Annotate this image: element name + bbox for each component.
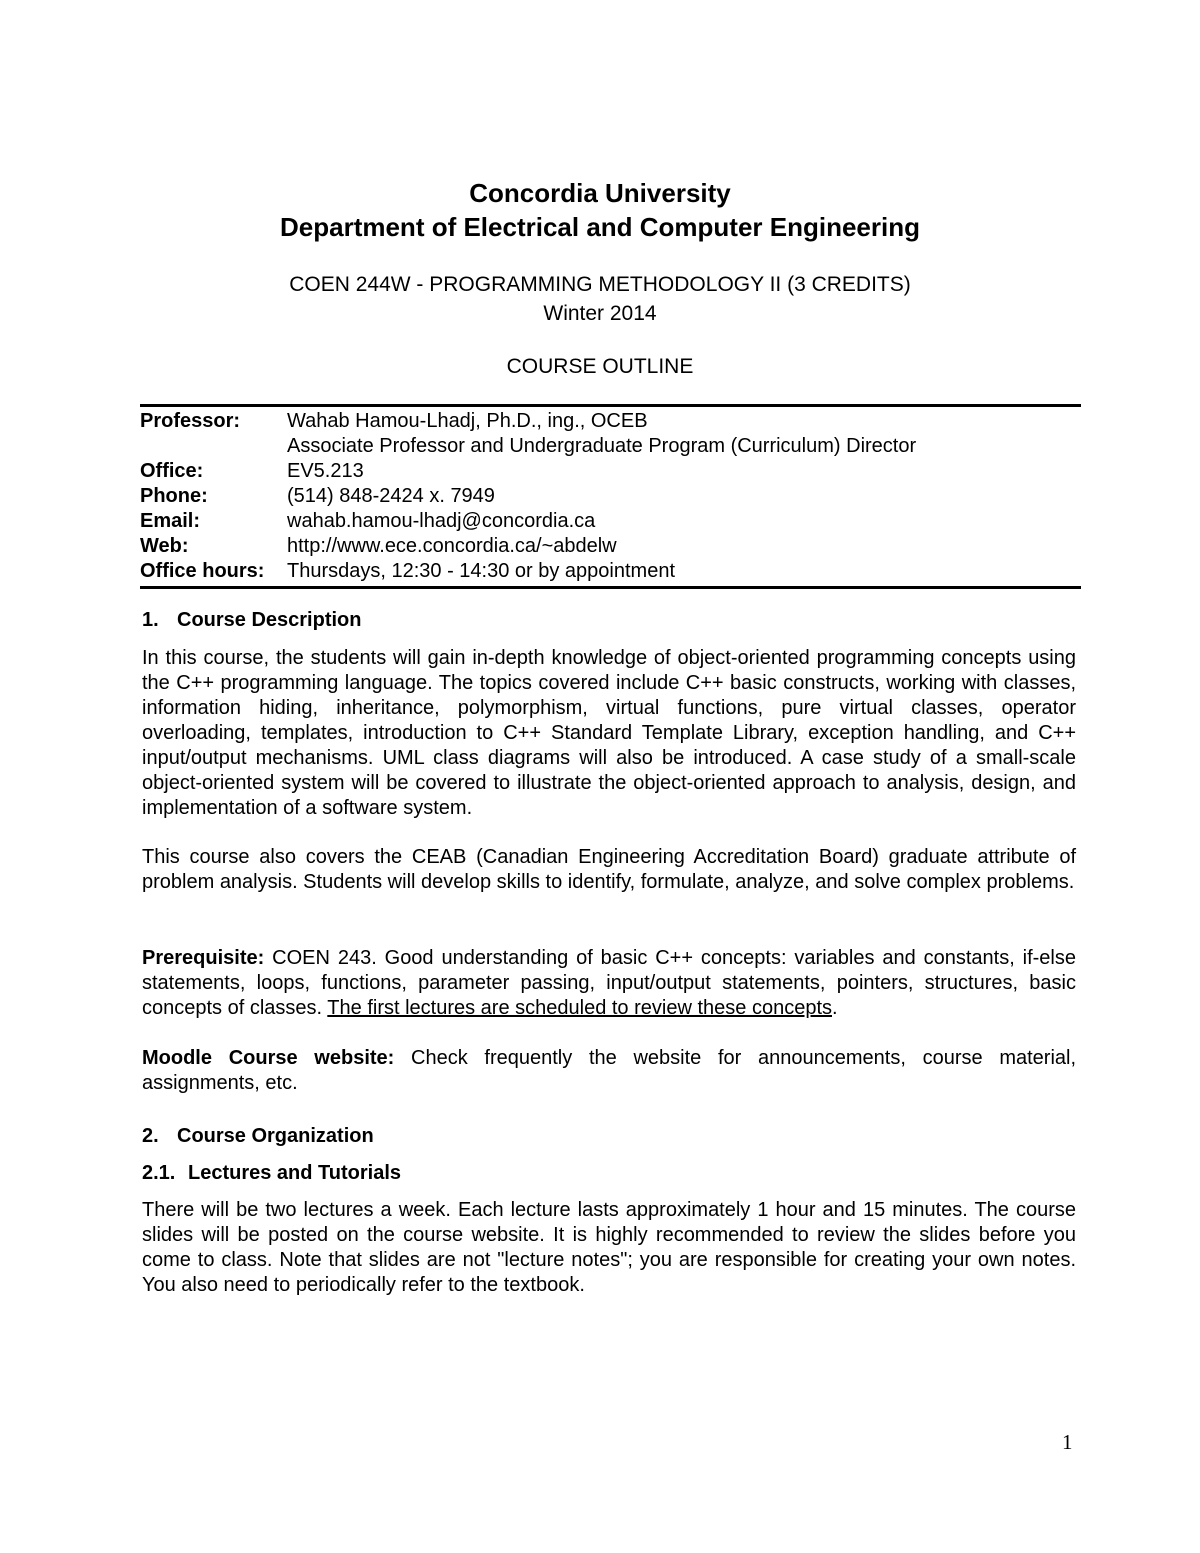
section-1-title: Course Description [177,609,362,631]
prerequisite-text: COEN 243. Good understanding of basic C++ concepts: variables and constants, if-else statements, loops, functions, parameter passing, input/output statements, pointers, structures, basic concepts of classes. [142,947,1076,1019]
email-label: Email: [140,510,201,532]
section-2-title: Course Organization [177,1125,374,1147]
email-link[interactable]: wahab.hamou-lhadj@concordia.ca [287,510,596,532]
prerequisite-paragraph: Prerequisite: COEN 243. Good understanding of basic C++ concepts: variables and constants, if-else statements, loops, functions, parameter passing, input/output statements, pointers, structures, basic concepts of classes. The first lectures are scheduled to review these concepts. [142,947,1076,1019]
office-hours-label: Office hours: [140,560,265,582]
university-title: Concordia University [469,178,731,208]
office-row [140,459,1081,484]
web-row [140,534,1081,559]
section-2-heading [142,1125,374,1148]
phone-label: Phone: [140,485,208,507]
term: Winter 2014 [543,302,657,325]
web-label: Web: [140,535,189,557]
professor-title-row [140,434,1081,459]
section-2-number: 2. [142,1125,159,1147]
moodle-label: Moodle Course website: [142,1047,395,1069]
web-link[interactable]: http://www.ece.concordia.ca/~abdelw [287,535,617,557]
prerequisite-underlined-note: The first lectures are scheduled to review these concepts [327,997,832,1019]
ceab-paragraph: This course also covers the CEAB (Canadian Engineering Accreditation Board) graduate attribute of problem analysis. Students will develop skills to identify, formulate, analyze, and solve complex problems. [142,846,1076,893]
moodle-paragraph [142,1046,1076,1096]
phone-row [140,484,1081,509]
section-1-number: 1. [142,609,159,631]
professor-label: Professor: [140,410,241,432]
office-hours-row [140,559,1081,584]
section-2-1-heading [142,1162,401,1185]
contact-info-table [140,404,1081,589]
section-1-heading [142,609,361,632]
lectures-paragraph: There will be two lectures a week. Each lecture lasts approximately 1 hour and 15 minutes. The course slides will be posted on the course website. It is highly recommended to review the slides before you come to class. Note that slides are not "lecture notes"; you are responsible for creating your own notes. You also need to periodically refer to the textbook. [142,1199,1076,1296]
office-hours-value: Thursdays, 12:30 - 14:30 or by appointment [287,560,676,582]
page-number: 1 [1062,1430,1073,1454]
email-row [140,509,1081,534]
phone-value: (514) 848-2424 x. 7949 [287,485,495,507]
office-value: EV5.213 [287,460,364,482]
professor-name: Wahab Hamou-Lhadj, Ph.D., ing., OCEB [287,410,648,432]
document-title: COURSE OUTLINE [506,355,694,378]
course-title: COEN 244W - PROGRAMMING METHODOLOGY II (3 CREDITS) [289,273,911,296]
course-description-paragraph: In this course, the students will gain in-depth knowledge of object-oriented programming concepts using the C++ programming language. The topics covered include C++ basic constructs, working with classes, information hiding, inheritance, polymorphism, virtual functions, pure virtual classes, operator overloading, templates, introduction to C++ Standard Template Library, exception handling, and C++ input/output mechanisms. UML class diagrams will also be introduced. A case study of a small-scale object-oriented system will be covered to illustrate the object-oriented approach to analysis, design, and implementation of a software system. [142,647,1076,819]
section-2-1-title: Lectures and Tutorials [188,1162,402,1184]
professor-title: Associate Professor and Undergraduate Program (Curriculum) Director [287,435,917,457]
department-title: Department of Electrical and Computer Engineering [280,212,920,242]
section-2-1-number: 2.1. [142,1162,176,1184]
professor-row [140,409,1081,434]
office-label: Office: [140,460,204,482]
moodle-text: Check frequently the website for announcements, course material, assignments, etc. [142,1047,1077,1094]
prerequisite-label: Prerequisite: [142,947,265,969]
